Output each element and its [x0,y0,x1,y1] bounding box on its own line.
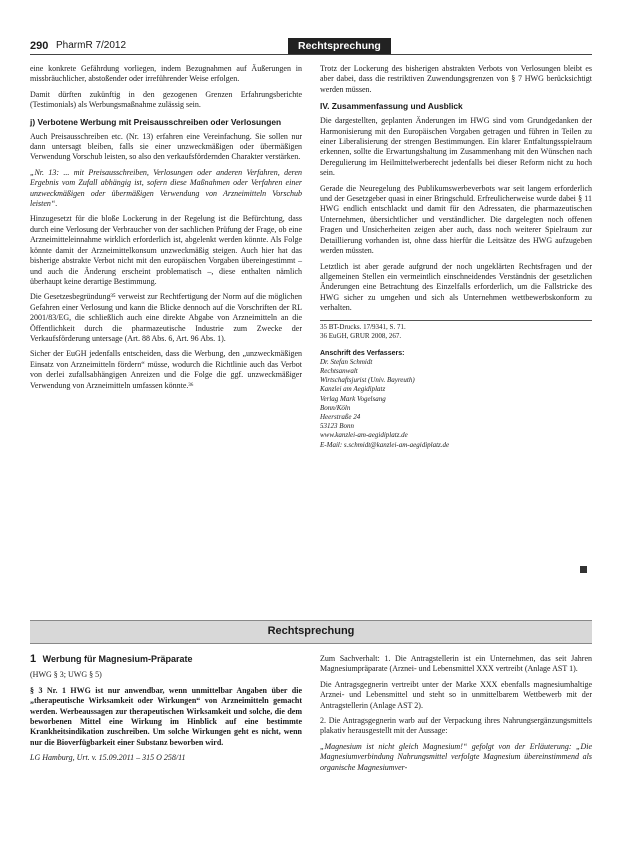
headnote: § 3 Nr. 1 HWG ist nur anwendbar, wenn unmittelbar Angaben über die „therapeutische Wirksamkeit oder Wirkungen“ von Arzneimitteln gemacht werden. Werbeaussagen zur therapeutischen Wirksamkeit und solche, die dem beworbenen Mittel eine Wirkung im Hinblick auf eine bestimmte Krankheitsindikation zuschreiben. Um solche Wirkungen geht es nicht, wenn nur die Bioverfügbarkeit einer Substanz beworben wird. [30,685,302,747]
subheading: IV. Zusammenfassung und Ausblick [320,101,463,112]
paragraph: eine konkrete Gefährdung vorliegen, indem Bezugnahmen auf Äußerungen in missbräuchlicher, abstoßender oder irreführender Weise erfolgen. [30,64,302,84]
paragraph: Trotz der Lockerung des bisherigen abstrakten Verbots von Verlosungen bleibt es aber dabei, dass die restriktiven Zuwendungsgrenzen von § 7 HWG berücksichtigt werden müssen. [320,64,592,94]
address-line: Kanzlei am Aegidiplatz [320,385,386,394]
paragraph: Damit dürften zukünftig in den gezogenen Grenzen Erfahrungsberichte (Testimonials) als Werbungsmaßnahme zulässig sein. [30,89,302,110]
address-line: 53123 Bonn [320,422,355,431]
ruling-number: 1 [30,653,37,665]
address-line: Wirtschaftsjurist (Univ. Bayreuth) [320,376,415,385]
address-line: Verlag Mark Vogelsang [320,394,386,403]
quote: „Magnesium ist nicht gleich Magnesium!“ gefolgt von der Erläuterung: „Die Magnesiumverbindung Nahrungsmittel verfolgte Magnesium übereinstimmend als organische Magnesiumver- [320,741,592,772]
paragraph: Zum Sachverhalt: 1. Die Antragstellerin ist ein Unternehmen, das seit Jahren Magnesiumpräparate (Arznei- und Lebensmittel XXX vertreibt (Anlage AST 1). [320,654,592,674]
end-mark [580,566,587,573]
paragraph: Letztlich ist aber gerade aufgrund der noch ungeklärten Rechtsfragen und der allgemeinen Stellen ein vermeintlich einschneidendes Verständnis der gesetzlichen Änderungen eine Betrachtung des Einzelfalls erforderlich, um die Fallstricke des HWG sicher zu umgehen und sich als Unternehmen wettbewerbskonform zu verhalten. [320,261,592,313]
paragraph: Sicher der EuGH jedenfalls entscheiden, dass die Werbung, den „unzweckmäßigen Einsatz von Arzneimitteln fördern“ müsse, wodurch die Richtlinie auch das Verbot von derlei zufallsabhängigen Anreizen und die Folge die ggf. unzweckmäßiger Verwendung von Arzneimitteln umfassen könnte.³⁶ [30,349,302,390]
footnote: 36 EuGH, GRUR 2008, 267. [320,331,402,340]
footnote: 35 BT-Drucks. 17/9341, S. 71. [320,322,406,331]
paragraph: Die Gesetzesbegründung³⁵ verweist zur Rechtfertigung der Norm auf die möglichen Gefahren einer Verlosung und kann die Blicke dennoch auf die Vorschriften der RL 2001/83/EG, die schließlich auch eine direkte Abgabe von Arzneimitteln an die Öffentlichkeit durch die pharmazeutische Industrie zum Zwecke der Verkaufsförderung untersage (Art. 88 Abs. 6, Art. 96 Abs. 1). [30,292,302,343]
court-citation: LG Hamburg, Urt. v. 15.09.2011 – 315 O 258/11 [30,753,186,763]
paragraph: 2. Die Antragsgegnerin warb auf der Verpackung ihres Nahrungsergänzungsmittels plakativ herausgestellt mit der Aussage: [320,716,592,736]
paragraph: Die Antragsgegnerin vertreibt unter der Marke XXX ebenfalls magnesiumhaltige Arznei- und Lebensmittel und steht so in unmittelbarem Wettbewerb mit der Antragstellerin (Anlage AST 2). [320,679,592,710]
address-email[interactable]: E-Mail: s.schmidt@kanzlei-am-aegidiplatz.de [320,440,450,449]
left-column [30,64,302,396]
ruling-right-column [320,654,592,778]
quote: „Nr. 13: ... mit Preisausschreiben, Verlosungen oder anderen Verfahren, deren Ergebnis vom Zufall abhängig ist, sofern diese Maßnahmen oder Verfahren einer unzweckmäßigen oder übermäßigen Verwendung von Arzneimitteln Vorschub leisten“. [30,167,302,209]
subheading: j) Verbotene Werbung mit Preisausschreiben oder Verlosungen [30,116,282,127]
header-rule [30,54,592,55]
ruling-left-column [30,654,302,769]
page-number: 290 [30,40,49,52]
paragraph: Die dargestellten, geplanten Änderungen im HWG sind vom Grundgedanken der Harmonisierung mit den Europäischen Vorgaben getragen und führen in Teilen zu einer Liberalisierung der strengen Bestimmungen. Ein klarer Entfaltungsspielraum erkennen, sollte die Erwartungshaltung im Zusammenhang mit den Wünschen nach Deregulierung im Heilmittelwerberecht jedenfalls bei dieser Reform nicht zu hoch sein. [320,116,592,178]
paragraph: Hinzugesetzt für die bloße Lockerung in der Regelung ist die Befürchtung, dass durch eine Verlosung der Verbraucher von der sachlichen Prüfung der Frage, ob eine Arzneimitteleinnahme wirklich erforderlich ist, abgelenkt werden könnte. Als Folge könnte damit der Arzneimittelkonsum unzweckmäßig steigen. Auch hier hat das bisherige abstrakte Verbot nicht mit den europäischen Vorgaben übereingestimmt – und auch die Änderung erscheint problematisch –, diese enthalten nämlich überhaupt keine derartige Bestimmung. [30,214,302,286]
ruling-title [30,654,302,664]
section-band-label: Rechtsprechung [267,625,355,637]
address-line: Heerstraße 24 [320,412,361,421]
author-address [320,349,592,450]
address-link[interactable]: www.kanzlei-am-aegidiplatz.de [320,431,408,440]
page-header [30,38,592,56]
footnotes [320,320,592,341]
statute-refs: (HWG § 3; UWG § 5) [30,670,102,680]
address-line: Dr. Stefan Schmidt [320,357,373,366]
address-title: Anschrift des Verfassers: [320,349,405,357]
journal-issue: PharmR 7/2012 [56,40,127,51]
section-band [30,620,592,644]
right-column [320,64,592,450]
paragraph: Auch Preisausschreiben etc. (Nr. 13) erfahren eine Vereinfachung. Sie sollen nur dann untersagt bleiben, falls sie einer unzweckmäßigen oder übermäßigen Verwendung Vorschub leisten, so also den verkaufsfördernden Charakter verstärken. [30,131,302,162]
address-line: Rechtsanwalt [320,366,358,375]
paragraph: Gerade die Neuregelung des Publikumswerbeverbots war seit langem erforderlich und der Gesetzgeber quasi in einer Bringschuld. Erfreulicherweise wurde dabei § 11 HWG endlich entschlackt und damit für den Adressaten, die pharmazeutischen Unternehmen, übersichtlicher und verständlicher. Die dargelegten noch offenen Fragen und Unsicherheiten zeigen aber auch, dass noch weiterer Spielraum zur Detaillierung vorhanden ist, ohne dass hierfür die Leitsätze des HWG aufzugeben werden müssten. [320,183,592,256]
section-label: Rechtsprechung [288,38,391,54]
ruling-title-text: Werbung für Magnesium-Präparate [42,654,193,664]
address-line: Bonn/Köln [320,403,351,412]
